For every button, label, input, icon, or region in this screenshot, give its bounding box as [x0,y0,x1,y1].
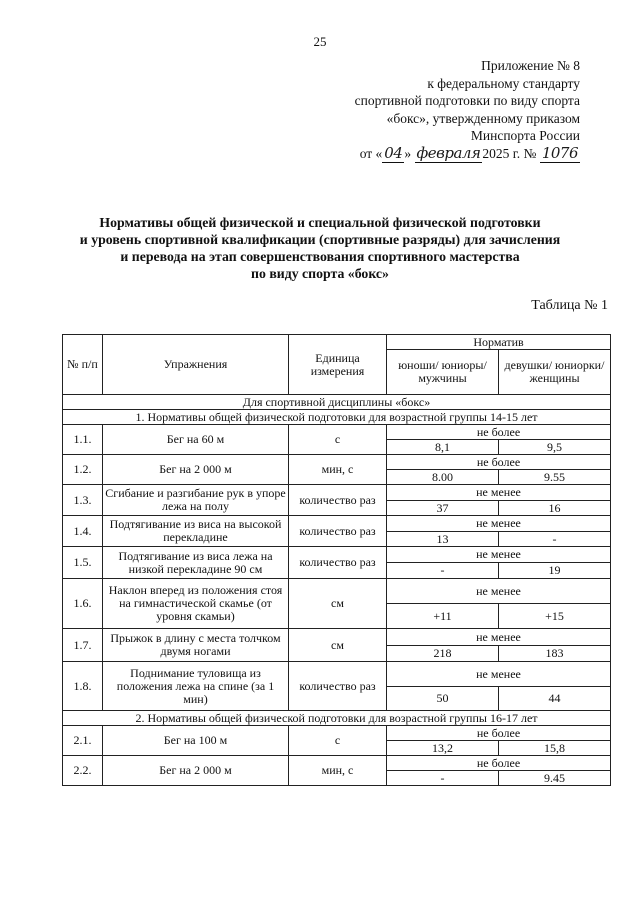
row-male-value: 8,1 [387,440,499,455]
header-male: юноши/ юниоры/ мужчины [387,350,499,395]
row-number: 1.5. [63,547,103,579]
row-exercise: Бег на 2 000 м [103,756,289,786]
header-female: девушки/ юниорки/ женщины [499,350,611,395]
row-exercise: Сгибание и разгибание рук в упоре лежа на полу [103,485,289,516]
row-female-value: 183 [499,646,611,662]
order-date-line [280,145,580,164]
row-unit: количество раз [289,547,387,579]
handwritten-month: февраля [416,143,481,162]
row-number: 1.3. [63,485,103,516]
row-number: 1.4. [63,516,103,547]
page-number: 25 [313,34,327,49]
row-condition: не более [387,726,611,741]
appendix-line-3: спортивной подготовки по виду спорта [354,93,580,108]
row-exercise: Наклон вперед из положения стоя на гимнастической скамье (от уровня скамьи) [103,579,289,629]
row-unit: количество раз [289,485,387,516]
appendix-header [280,57,580,163]
title-line-1: Нормативы общей физической и специальной физической подготовки [99,215,541,230]
document-title [40,214,600,282]
row-male-value: 218 [387,646,499,662]
row-male-value: - [387,563,499,579]
table-row [63,629,611,646]
table-row [63,579,611,604]
row-female-value: 19 [499,563,611,579]
table-row [63,455,611,470]
appendix-line-2: к федеральному стандарту [427,75,580,91]
row-male-value: 8.00 [387,470,499,485]
row-female-value: - [499,532,611,547]
table-row [63,516,611,532]
handwritten-order-number: 1076 [541,143,578,162]
row-male-value: 13 [387,532,499,547]
row-male-value: 37 [387,501,499,516]
row-condition: не менее [387,485,611,501]
row-unit: количество раз [289,516,387,547]
row-condition: не менее [387,579,611,604]
table-row [63,662,611,687]
row-male-value: - [387,771,499,786]
header-exercise: Упражнения [103,335,289,395]
appendix-line-1: Приложение № 8 [481,58,580,73]
row-condition: не менее [387,547,611,563]
section-title: 2. Нормативы общей физической подготовки для возрастной группы 16-17 лет [63,711,611,726]
table-row [63,485,611,501]
row-male-value: 50 [387,687,499,711]
row-exercise: Бег на 2 000 м [103,455,289,485]
title-line-4: по виду спорта «бокс» [251,266,389,281]
row-male-value: +11 [387,604,499,629]
row-condition: не менее [387,629,611,646]
table-row [63,726,611,741]
table-label: Таблица № 1 [531,298,608,313]
row-exercise: Подтягивание из виса на высокой перекладине [103,516,289,547]
header-norm: Норматив [387,335,611,350]
row-male-value: 13,2 [387,741,499,756]
row-unit: см [289,629,387,662]
row-number: 2.1. [63,726,103,756]
row-exercise: Бег на 100 м [103,726,289,756]
row-unit: мин, с [289,455,387,485]
row-exercise: Поднимание туловища из положения лежа на спине (за 1 мин) [103,662,289,711]
row-female-value: +15 [499,604,611,629]
row-exercise: Подтягивание из виса лежа на низкой перекладине 90 см [103,547,289,579]
table-row [63,425,611,440]
row-female-value: 9.55 [499,470,611,485]
row-unit: см [289,579,387,629]
appendix-line-5: Минспорта России [470,128,580,143]
header-num: № п/п [63,335,103,395]
row-number: 1.6. [63,579,103,629]
row-unit: с [289,425,387,455]
norms-table [62,334,611,786]
row-condition: не более [387,455,611,470]
row-number: 1.7. [63,629,103,662]
row-number: 1.2. [63,455,103,485]
section-title: 1. Нормативы общей физической подготовки для возрастной группы 14-15 лет [63,410,611,425]
row-condition: не более [387,425,611,440]
row-unit: количество раз [289,662,387,711]
row-female-value: 9.45 [499,771,611,786]
row-female-value: 9,5 [499,440,611,455]
appendix-line-4: «бокс», утвержденному приказом [386,110,580,126]
row-exercise: Прыжок в длину с места толчком двумя ногами [103,629,289,662]
row-unit: мин, с [289,756,387,786]
row-female-value: 44 [499,687,611,711]
row-unit: с [289,726,387,756]
row-female-value: 15,8 [499,741,611,756]
row-number: 1.8. [63,662,103,711]
row-condition: не менее [387,516,611,532]
row-condition: не менее [387,662,611,687]
row-exercise: Бег на 60 м [103,425,289,455]
row-condition: не более [387,756,611,771]
row-female-value: 16 [499,501,611,516]
date-mid: » [404,145,412,161]
title-line-3: и перевода на этап совершенствования спортивного мастерства [120,249,520,264]
title-line-2: и уровень спортивной квалификации (спортивные разряды) для зачисления [79,232,561,247]
handwritten-day: 04 [384,143,403,162]
discipline-row: Для спортивной дисциплины «бокс» [63,395,611,410]
table-row [63,756,611,771]
date-prefix: от « [359,145,383,161]
date-year: 2025 г. № [482,145,537,161]
header-unit: Единица измерения [289,335,387,395]
row-number: 1.1. [63,425,103,455]
table-row [63,547,611,563]
row-number: 2.2. [63,756,103,786]
